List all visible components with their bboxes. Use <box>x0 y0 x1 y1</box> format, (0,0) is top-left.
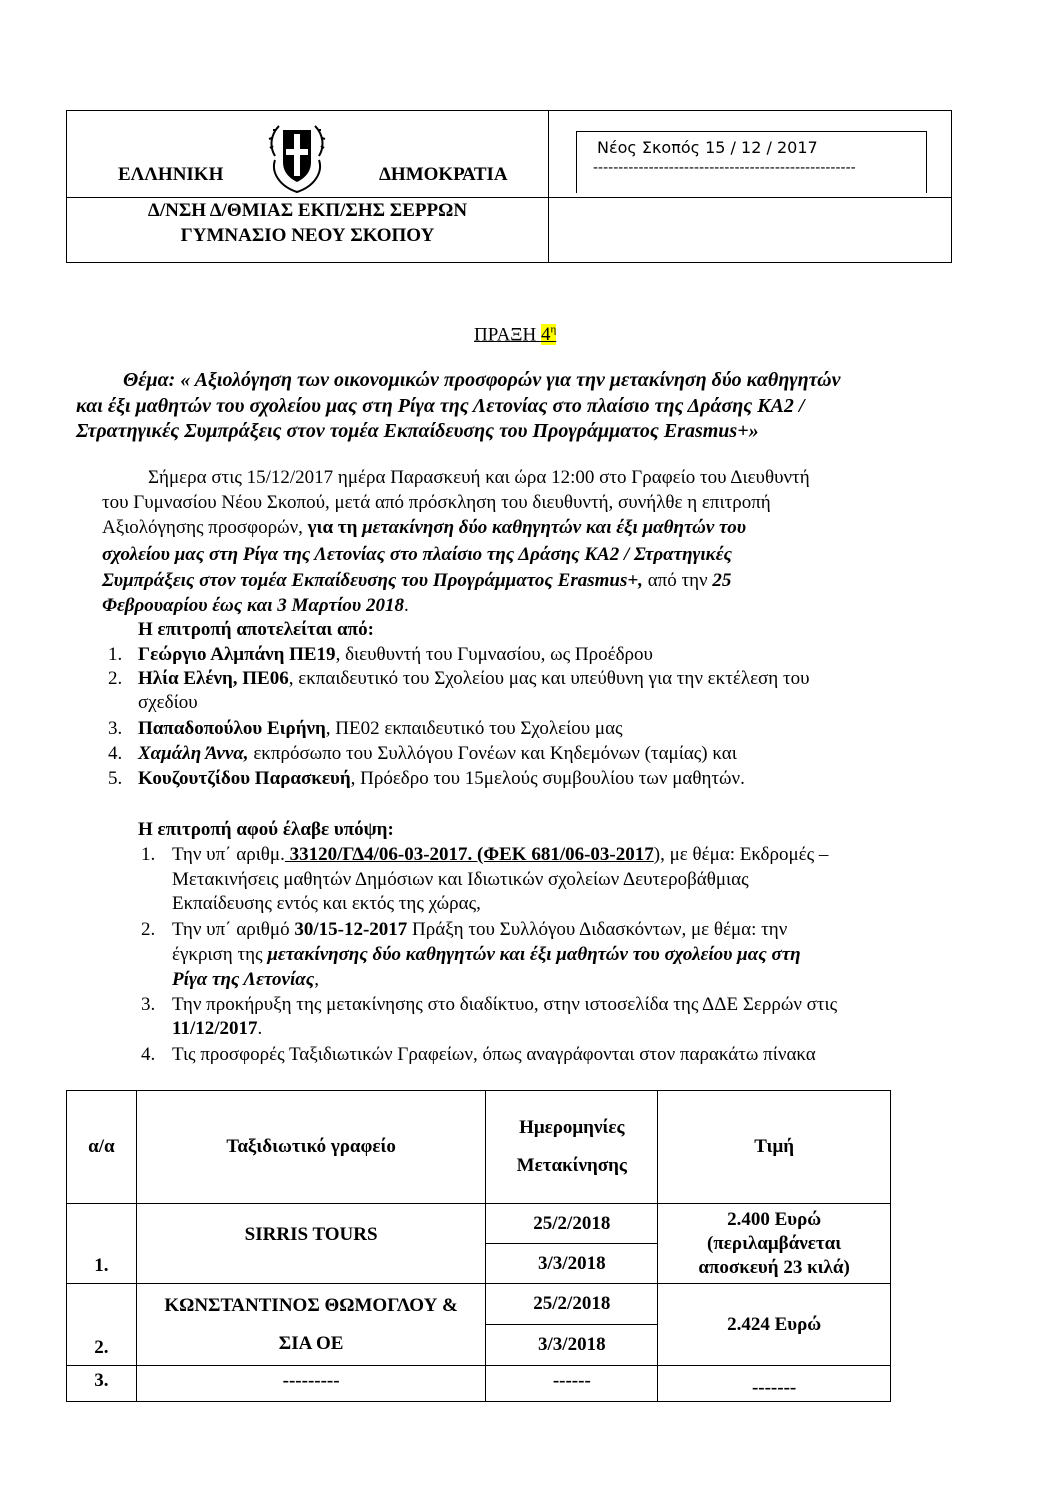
table-row <box>67 1204 891 1244</box>
table-row <box>67 1366 891 1402</box>
intro-line-1: Σήμερα στις 15/12/2017 ημέρα Παρασκευή και ώρα 12:00 στο Γραφείο του Διευθυντή <box>148 467 810 488</box>
subject-line-1: Θέμα: « Αξιολόγηση των οικονομικών προσφορών για την μετακίνηση δύο καθηγητών <box>123 369 841 391</box>
intro-line-3: Αξιολόγησης προσφορών, για τη μετακίνηση δύο καθηγητών και έξι μαθητών του <box>102 517 747 538</box>
header-right-word: ΔΗΜΟΚΡΑΤΙΑ <box>379 164 508 185</box>
member-5: 5. Κουζουτζίδου Παρασκευή, Πρόεδρο του 15μελούς συμβουλίου των μαθητών. <box>108 768 745 789</box>
row-date-from: 25/2/2018 <box>486 1204 658 1244</box>
considered-item-2-l2: έγκριση της μετακίνησης δύο καθηγητών και έξι μαθητών του σχολείου μας στη <box>172 944 801 965</box>
school-name: ΓΥΜΝΑΣΙΟ ΝΕΟΥ ΣΚΟΠΟΥ <box>180 225 435 246</box>
member-1: 1. Γεώργιο Αλμπάνη ΠΕ19, διευθυντή του Γυμνασίου, ως Προέδρου <box>108 644 653 665</box>
intro-line-5: Συμπράξεις στον τομέα Εκπαίδευσης του Προγράμματος Erasmus+, από την 25 <box>102 570 732 591</box>
subject-line-3: Στρατηγικές Συμπράξεις στον τομέα Εκπαίδευσης του Προγράμματος Erasmus+» <box>76 420 759 442</box>
member-3: 3. Παπαδοπούλου Ειρήνη, ΠΕ02 εκπαιδευτικό του Σχολείου μας <box>108 718 623 739</box>
considered-item-4: 4. Τις προσφορές Ταξιδιωτικών Γραφείων, όπως αναγράφονται στον παρακάτω πίνακα <box>141 1044 816 1065</box>
considered-item-2: 2. Την υπ΄ αριθμό 30/15-12-2017 Πράξη του Συλλόγου Διδασκόντων, με θέμα: την <box>141 919 788 940</box>
row-date-to: 3/3/2018 <box>486 1325 658 1366</box>
title-prefix: ΠΡΑΞΗ <box>474 324 541 346</box>
row-price: 2.424 Ευρώ <box>658 1284 891 1366</box>
row-price: 2.400 Ευρώ (περιλαμβάνεται αποσκευή 23 κιλά) <box>658 1204 891 1284</box>
considered-heading: Η επιτροπή αφού έλαβε υπόψη: <box>138 819 394 840</box>
intro-line-4: σχολείου μας στη Ρίγα της Λετονίας στο πλαίσιο της Δράσης ΚΑ2 / Στρατηγικές <box>102 544 733 565</box>
title-number: $4^\eta$ <box>540 324 557 346</box>
row-num: 2. <box>67 1284 137 1366</box>
reference-dash-line: ---------------------------------------------------- <box>593 160 856 176</box>
row-agency: ΚΩΝΣΤΑΝΤΙΝΟΣ ΘΩΜΟΓΛΟΥ & ΣΙΑ ΟΕ <box>136 1284 486 1366</box>
considered-item-3-l2: 11/12/2017. <box>172 1018 263 1039</box>
place-date: Νέος Σκοπός 15 / 12 / 2017 <box>597 138 818 157</box>
header-price: Τιμή <box>658 1091 891 1204</box>
row-agency: --------- <box>136 1366 486 1402</box>
considered-item-2-l3: Ρίγα της Λετονίας, <box>172 969 319 990</box>
offers-table <box>66 1090 891 1402</box>
header-agency: Ταξιδιωτικό γραφείο <box>136 1091 486 1204</box>
header-dates: Ημερομηνίες Μετακίνησης <box>486 1091 658 1204</box>
page-title <box>474 318 556 347</box>
row-date-from: 25/2/2018 <box>486 1284 658 1325</box>
header-left-word: ΕΛΛΗΝΙΚΗ <box>118 164 224 185</box>
header-num: α/α <box>67 1091 137 1204</box>
considered-item-1-l3: Εκπαίδευσης εντός και εκτός της χώρας, <box>172 893 481 914</box>
place-date-box <box>576 131 927 193</box>
intro-line-6: Φεβρουαρίου έως και 3 Μαρτίου 2018. <box>102 595 409 616</box>
member-4: 4. Χαμάλη Άννα, εκπρόσωπο του Συλλόγου Γονέων και Κηδεμόνων (ταμίας) και <box>108 743 737 764</box>
letterhead-divider <box>548 111 549 262</box>
row-num: 1. <box>67 1204 137 1284</box>
directorate-name: Δ/ΝΣΗ Δ/ΘΜΙΑΣ ΕΚΠ/ΣΗΣ ΣΕΡΡΩΝ <box>147 200 468 221</box>
table-row <box>67 1284 891 1325</box>
intro-line-2: του Γυμνασίου Νέου Σκοπού, μετά από πρόσκληση του διευθυντή, συνήλθε η επιτροπή <box>102 492 771 513</box>
considered-item-3: 3. Την προκήρυξη της μετακίνησης στο διαδίκτυο, στην ιστοσελίδα της ΔΔΕ Σερρών στις <box>141 994 838 1015</box>
row-price: ------- <box>658 1366 891 1402</box>
row-date-to: 3/3/2018 <box>486 1244 658 1284</box>
member-2-cont: σχεδίου <box>138 692 198 713</box>
letterhead-table <box>66 110 952 263</box>
letterhead-separator <box>67 197 951 198</box>
member-2: 2. Ηλία Ελένη, ΠΕ06, εκπαιδευτικό του Σχολείου μας και υπεύθυνη για την εκτέλεση του <box>108 668 810 689</box>
subject-line-2: και έξι μαθητών του σχολείου μας στη Ρίγα της Λετονίας στο πλαίσιο της Δράσης ΚΑ2 / <box>76 395 805 417</box>
row-agency: SIRRIS TOURS <box>136 1204 486 1284</box>
row-date: ------ <box>486 1366 658 1402</box>
greek-coat-of-arms-icon <box>267 116 327 196</box>
table-header-row <box>67 1091 891 1204</box>
committee-heading: Η επιτροπή αποτελείται από: <box>138 619 374 640</box>
considered-item-1: 1. Την υπ΄ αριθμ. 33120/ΓΔ4/06-03-2017. (ΦΕΚ 681/06-03-2017), με θέμα: Εκδρομές – <box>141 844 829 865</box>
row-num: 3. <box>67 1366 137 1402</box>
considered-item-1-l2: Μετακινήσεις μαθητών Δημόσιων και Ιδιωτικών σχολείων Δευτεροβάθμιας <box>172 869 749 890</box>
